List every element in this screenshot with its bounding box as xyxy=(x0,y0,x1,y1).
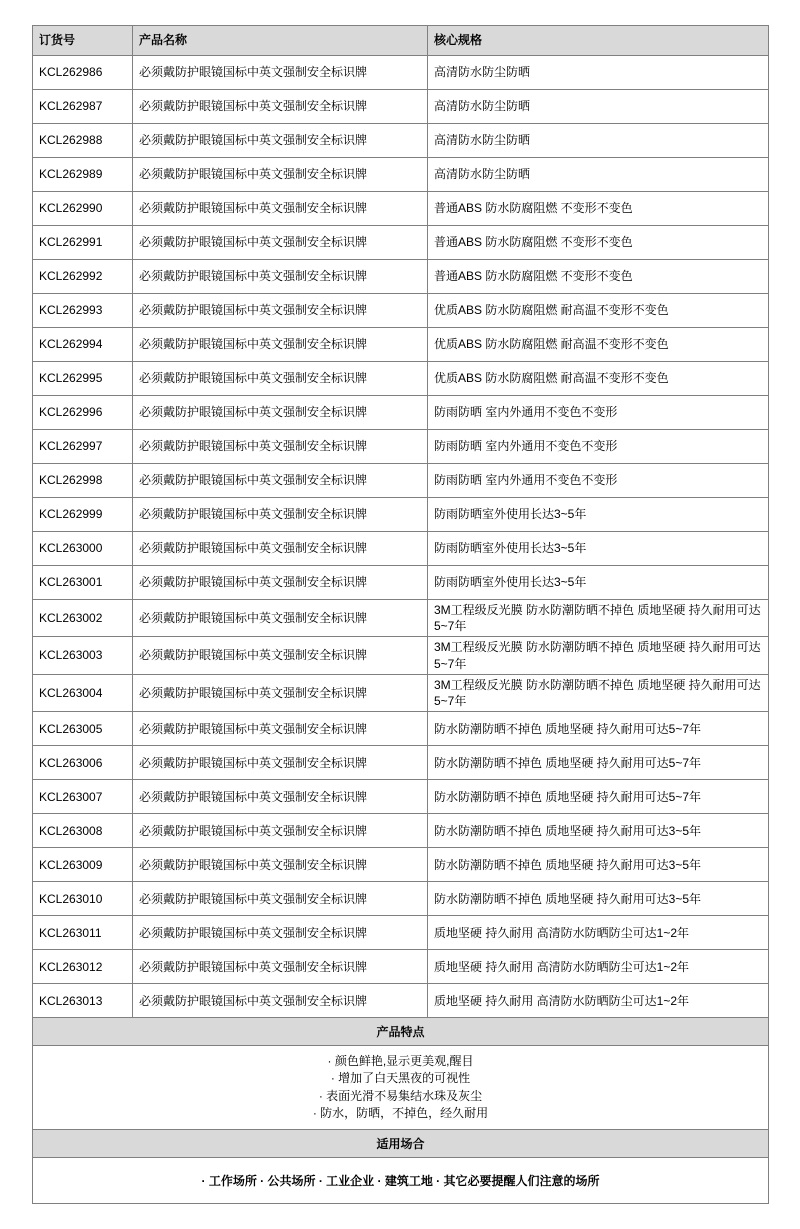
order-cell: KCL262991 xyxy=(33,226,133,260)
table-row xyxy=(33,430,769,464)
table-row xyxy=(33,746,769,780)
name-cell: 必须戴防护眼镜国标中英文强制安全标识牌 xyxy=(133,226,428,260)
name-cell: 必须戴防护眼镜国标中英文强制安全标识牌 xyxy=(133,328,428,362)
order-cell: KCL262987 xyxy=(33,90,133,124)
spec-cell: 质地坚硬 持久耐用 高清防水防晒防尘可达1~2年 xyxy=(428,916,769,950)
spec-cell: 3M工程级反光膜 防水防潮防晒不掉色 质地坚硬 持久耐用可达5~7年 xyxy=(428,600,769,637)
spec-cell: 防水防潮防晒不掉色 质地坚硬 持久耐用可达5~7年 xyxy=(428,712,769,746)
occasions-text: · 工作场所 · 公共场所 · 工业企业 · 建筑工地 · 其它必要提醒人们注意的场所 xyxy=(33,1158,769,1204)
name-cell: 必须戴防护眼镜国标中英文强制安全标识牌 xyxy=(133,362,428,396)
name-cell: 必须戴防护眼镜国标中英文强制安全标识牌 xyxy=(133,566,428,600)
order-cell: KCL262989 xyxy=(33,158,133,192)
table-row xyxy=(33,848,769,882)
spec-cell: 防水防潮防晒不掉色 质地坚硬 持久耐用可达3~5年 xyxy=(428,814,769,848)
spec-cell: 普通ABS 防水防腐阻燃 不变形不变色 xyxy=(428,192,769,226)
name-cell: 必须戴防护眼镜国标中英文强制安全标识牌 xyxy=(133,712,428,746)
spec-cell: 3M工程级反光膜 防水防潮防晒不掉色 质地坚硬 持久耐用可达5~7年 xyxy=(428,674,769,711)
order-cell: KCL263012 xyxy=(33,950,133,984)
table-row xyxy=(33,882,769,916)
name-cell: 必须戴防护眼镜国标中英文强制安全标识牌 xyxy=(133,56,428,90)
spec-cell: 普通ABS 防水防腐阻燃 不变形不变色 xyxy=(428,260,769,294)
table-row xyxy=(33,464,769,498)
spec-cell: 防雨防晒室外使用长达3~5年 xyxy=(428,566,769,600)
spec-cell: 防水防潮防晒不掉色 质地坚硬 持久耐用可达3~5年 xyxy=(428,848,769,882)
order-cell: KCL262988 xyxy=(33,124,133,158)
order-cell: KCL263009 xyxy=(33,848,133,882)
order-cell: KCL263003 xyxy=(33,637,133,674)
table-row xyxy=(33,124,769,158)
order-cell: KCL262993 xyxy=(33,294,133,328)
name-cell: 必须戴防护眼镜国标中英文强制安全标识牌 xyxy=(133,882,428,916)
spec-cell: 防雨防晒 室内外通用不变色不变形 xyxy=(428,464,769,498)
table-row xyxy=(33,674,769,711)
table-row xyxy=(33,532,769,566)
spec-cell: 高清防水防尘防晒 xyxy=(428,56,769,90)
order-cell: KCL263013 xyxy=(33,984,133,1018)
table-row xyxy=(33,498,769,532)
order-cell: KCL262994 xyxy=(33,328,133,362)
spec-cell: 防水防潮防晒不掉色 质地坚硬 持久耐用可达5~7年 xyxy=(428,780,769,814)
name-cell: 必须戴防护眼镜国标中英文强制安全标识牌 xyxy=(133,532,428,566)
spec-cell: 高清防水防尘防晒 xyxy=(428,90,769,124)
table-row xyxy=(33,600,769,637)
order-cell: KCL262998 xyxy=(33,464,133,498)
order-cell: KCL263007 xyxy=(33,780,133,814)
name-cell: 必须戴防护眼镜国标中英文强制安全标识牌 xyxy=(133,260,428,294)
name-cell: 必须戴防护眼镜国标中英文强制安全标识牌 xyxy=(133,950,428,984)
feature-item: · 增加了白天黑夜的可视性 xyxy=(330,1071,471,1086)
table-row xyxy=(33,566,769,600)
order-cell: KCL262986 xyxy=(33,56,133,90)
table-row xyxy=(33,328,769,362)
order-cell: KCL263010 xyxy=(33,882,133,916)
table-row xyxy=(33,56,769,90)
feature-item: · 防水，防晒，不掉色，经久耐用 xyxy=(312,1106,489,1121)
name-cell: 必须戴防护眼镜国标中英文强制安全标识牌 xyxy=(133,294,428,328)
table-row xyxy=(33,192,769,226)
table-row xyxy=(33,362,769,396)
name-cell: 必须戴防护眼镜国标中英文强制安全标识牌 xyxy=(133,780,428,814)
name-cell: 必须戴防护眼镜国标中英文强制安全标识牌 xyxy=(133,158,428,192)
order-cell: KCL263001 xyxy=(33,566,133,600)
name-cell: 必须戴防护眼镜国标中英文强制安全标识牌 xyxy=(133,916,428,950)
table-row xyxy=(33,294,769,328)
spec-cell: 高清防水防尘防晒 xyxy=(428,158,769,192)
table-row xyxy=(33,396,769,430)
occasions-section-title: 适用场合 xyxy=(33,1130,769,1158)
order-cell: KCL262995 xyxy=(33,362,133,396)
spec-cell: 优质ABS 防水防腐阻燃 耐高温不变形不变色 xyxy=(428,328,769,362)
name-cell: 必须戴防护眼镜国标中英文强制安全标识牌 xyxy=(133,814,428,848)
name-cell: 必须戴防护眼镜国标中英文强制安全标识牌 xyxy=(133,430,428,464)
table-row xyxy=(33,984,769,1018)
order-cell: KCL263004 xyxy=(33,674,133,711)
name-cell: 必须戴防护眼镜国标中英文强制安全标识牌 xyxy=(133,498,428,532)
spec-cell: 优质ABS 防水防腐阻燃 耐高温不变形不变色 xyxy=(428,362,769,396)
order-cell: KCL262999 xyxy=(33,498,133,532)
name-cell: 必须戴防护眼镜国标中英文强制安全标识牌 xyxy=(133,124,428,158)
features-content-row xyxy=(33,1046,769,1130)
table-row xyxy=(33,260,769,294)
name-cell: 必须戴防护眼镜国标中英文强制安全标识牌 xyxy=(133,90,428,124)
table-row xyxy=(33,637,769,674)
spec-cell: 普通ABS 防水防腐阻燃 不变形不变色 xyxy=(428,226,769,260)
spec-cell: 质地坚硬 持久耐用 高清防水防晒防尘可达1~2年 xyxy=(428,984,769,1018)
occasions-content-row xyxy=(33,1158,769,1204)
order-cell: KCL262990 xyxy=(33,192,133,226)
feature-item: · 颜色鲜艳,显示更美观,醒目 xyxy=(327,1053,474,1068)
features-section-title: 产品特点 xyxy=(33,1018,769,1046)
table-row xyxy=(33,90,769,124)
spec-cell: 防雨防晒室外使用长达3~5年 xyxy=(428,532,769,566)
spec-cell: 优质ABS 防水防腐阻燃 耐高温不变形不变色 xyxy=(428,294,769,328)
name-cell: 必须戴防护眼镜国标中英文强制安全标识牌 xyxy=(133,984,428,1018)
spec-cell: 防水防潮防晒不掉色 质地坚硬 持久耐用可达5~7年 xyxy=(428,746,769,780)
spec-cell: 防雨防晒 室内外通用不变色不变形 xyxy=(428,430,769,464)
spec-cell: 防雨防晒 室内外通用不变色不变形 xyxy=(428,396,769,430)
order-cell: KCL263006 xyxy=(33,746,133,780)
name-cell: 必须戴防护眼镜国标中英文强制安全标识牌 xyxy=(133,396,428,430)
order-cell: KCL262996 xyxy=(33,396,133,430)
col-header-order-no: 订货号 xyxy=(33,26,133,56)
table-row xyxy=(33,226,769,260)
order-cell: KCL263008 xyxy=(33,814,133,848)
order-cell: KCL263000 xyxy=(33,532,133,566)
spec-cell: 防水防潮防晒不掉色 质地坚硬 持久耐用可达3~5年 xyxy=(428,882,769,916)
table-row xyxy=(33,158,769,192)
spec-cell: 3M工程级反光膜 防水防潮防晒不掉色 质地坚硬 持久耐用可达5~7年 xyxy=(428,637,769,674)
spec-cell: 质地坚硬 持久耐用 高清防水防晒防尘可达1~2年 xyxy=(428,950,769,984)
table-row xyxy=(33,950,769,984)
name-cell: 必须戴防护眼镜国标中英文强制安全标识牌 xyxy=(133,464,428,498)
occasions-header-row xyxy=(33,1130,769,1158)
product-table xyxy=(32,25,769,1204)
col-header-product-name: 产品名称 xyxy=(133,26,428,56)
order-cell: KCL263005 xyxy=(33,712,133,746)
table-header-row xyxy=(33,26,769,56)
order-cell: KCL263002 xyxy=(33,600,133,637)
name-cell: 必须戴防护眼镜国标中英文强制安全标识牌 xyxy=(133,600,428,637)
table-row xyxy=(33,712,769,746)
spec-cell: 高清防水防尘防晒 xyxy=(428,124,769,158)
name-cell: 必须戴防护眼镜国标中英文强制安全标识牌 xyxy=(133,637,428,674)
name-cell: 必须戴防护眼镜国标中英文强制安全标识牌 xyxy=(133,674,428,711)
spec-cell: 防雨防晒室外使用长达3~5年 xyxy=(428,498,769,532)
name-cell: 必须戴防护眼镜国标中英文强制安全标识牌 xyxy=(133,192,428,226)
order-cell: KCL262992 xyxy=(33,260,133,294)
features-header-row xyxy=(33,1018,769,1046)
feature-item: · 表面光滑不易集结水珠及灰尘 xyxy=(318,1088,483,1103)
table-row xyxy=(33,780,769,814)
table-row xyxy=(33,916,769,950)
features-list xyxy=(39,1053,762,1123)
name-cell: 必须戴防护眼镜国标中英文强制安全标识牌 xyxy=(133,848,428,882)
table-row xyxy=(33,814,769,848)
name-cell: 必须戴防护眼镜国标中英文强制安全标识牌 xyxy=(133,746,428,780)
order-cell: KCL262997 xyxy=(33,430,133,464)
product-table-body xyxy=(33,56,769,1018)
col-header-core-spec: 核心规格 xyxy=(428,26,769,56)
order-cell: KCL263011 xyxy=(33,916,133,950)
